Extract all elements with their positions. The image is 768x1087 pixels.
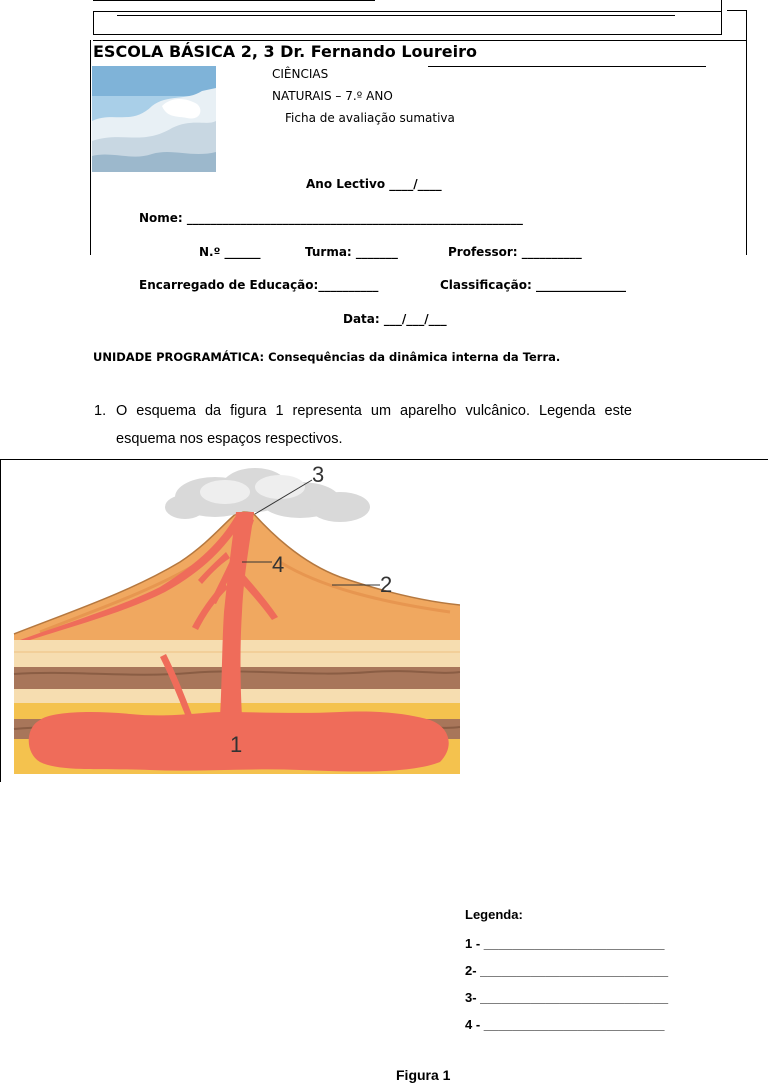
subject-line-2: NATURAIS – 7.º ANO xyxy=(272,89,393,103)
outer-box-right-top xyxy=(727,10,747,11)
ano-lectivo-field[interactable]: Ano Lectivo ____/____ xyxy=(306,177,442,191)
legend-item-2[interactable]: 2- __________________________ xyxy=(465,963,669,978)
figure-label-2: 2 xyxy=(380,572,393,597)
figure-label-1: 1 xyxy=(230,732,243,757)
top-rule-long xyxy=(117,15,675,16)
classificacao-field[interactable]: Classificação: _______________ xyxy=(440,278,626,292)
figure-caption: Figura 1 xyxy=(396,1067,451,1083)
legend-item-1[interactable]: 1 - _________________________ xyxy=(465,936,665,951)
question-number: 1. xyxy=(94,403,107,419)
frame-top xyxy=(93,11,721,12)
question-text-line-1: O esquema da figura 1 representa um aparelho vulcânico. Legenda este xyxy=(116,403,632,419)
legend-title: Legenda: xyxy=(465,907,523,922)
unidade-programatica: UNIDADE PROGRAMÁTICA: Consequências da dinâmica interna da Terra. xyxy=(93,350,561,364)
volcano-diagram xyxy=(10,462,460,774)
professor-field[interactable]: Professor: __________ xyxy=(448,245,582,259)
turma-field[interactable]: Turma: _______ xyxy=(305,245,398,259)
figure-frame-top xyxy=(0,459,768,460)
assessment-subtitle: Ficha de avaliação sumativa xyxy=(285,111,455,125)
school-logo-image xyxy=(92,66,216,172)
outer-box-left xyxy=(90,40,91,255)
figure-label-3: 3 xyxy=(312,462,325,487)
legend-item-4[interactable]: 4 - _________________________ xyxy=(465,1017,665,1032)
encarregado-field[interactable]: Encarregado de Educação:__________ xyxy=(139,278,379,292)
school-title-rule xyxy=(428,66,706,67)
legend-item-3[interactable]: 3- __________________________ xyxy=(465,990,669,1005)
question-text-line-2: esquema nos espaços respectivos. xyxy=(116,431,343,447)
figure-frame-left xyxy=(0,459,1,782)
school-name: ESCOLA BÁSICA 2, 3 Dr. Fernando Loureiro xyxy=(93,42,478,61)
subject-line-1: CIÊNCIAS xyxy=(272,67,329,81)
frame-left xyxy=(93,11,94,35)
numero-field[interactable]: N.º ______ xyxy=(199,245,261,259)
figure-label-4: 4 xyxy=(272,552,285,577)
top-rule-short xyxy=(93,0,375,1)
nome-field[interactable]: Nome: ________________________________________________________ xyxy=(139,211,523,225)
frame-right-a xyxy=(721,0,722,35)
outer-box-right xyxy=(746,10,747,255)
frame-bottom xyxy=(93,34,721,35)
data-field[interactable]: Data: ___/___/___ xyxy=(343,312,447,326)
outer-box-top xyxy=(93,40,747,41)
